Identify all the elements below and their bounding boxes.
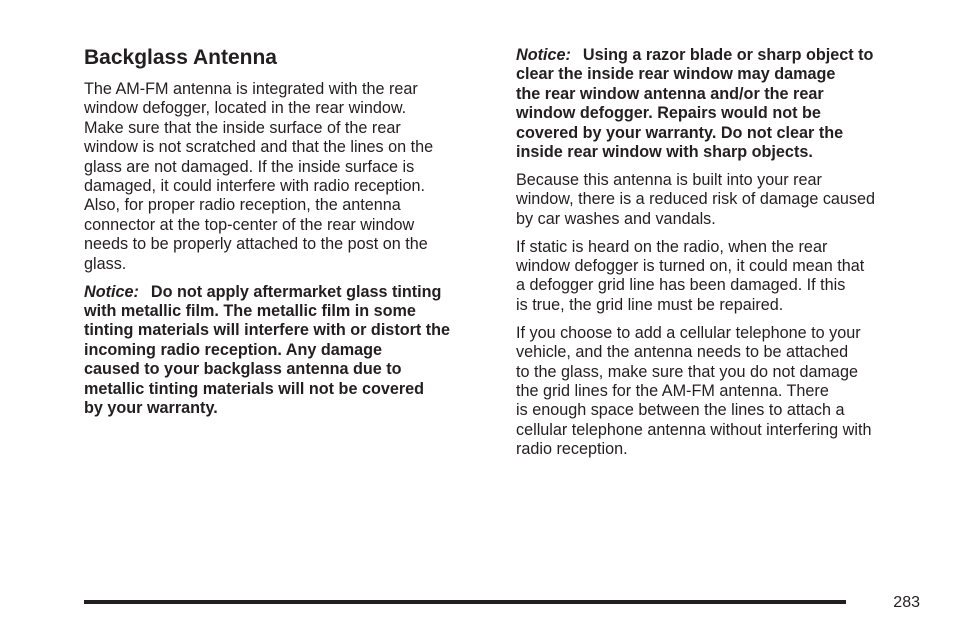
text-line: window defogger, located in the rear window. [84, 99, 407, 118]
text-line: vehicle, and the antenna needs to be attached [516, 343, 849, 362]
text-line: to the glass, make sure that you do not damage [516, 362, 858, 381]
notice-text: Do not apply aftermarket glass tinting [150, 282, 442, 301]
text-line: damaged, it could interfere with radio reception. [84, 177, 426, 196]
static-paragraph [516, 238, 920, 316]
notice-label: Notice: [84, 282, 139, 301]
page-number: 283 [893, 594, 920, 611]
notice-line: clear the inside rear window may damage [516, 65, 836, 84]
text-line: is true, the grid line must be repaired. [516, 295, 784, 314]
notice-line: by your warranty. [84, 399, 218, 417]
text-line: cellular telephone antenna without interfering with [516, 420, 872, 439]
text-line: Also, for proper radio reception, the antenna [84, 196, 401, 215]
notice-line: covered by your warranty. Do not clear the [516, 123, 844, 142]
notice-line: caused to your backglass antenna due to [84, 360, 402, 379]
tinting-notice [84, 283, 490, 419]
antenna-description-paragraph [84, 80, 490, 274]
notice-line: metallic tinting materials will not be covered [84, 379, 425, 398]
text-line: If you choose to add a cellular telephone to your [516, 323, 861, 342]
text-line: Because this antenna is built into your rear [516, 170, 822, 189]
text-line: window is not scratched and that the lines on the [84, 138, 434, 157]
notice-line: incoming radio reception. Any damage [84, 340, 383, 359]
text-line: window defogger is turned on, it could mean that [516, 257, 865, 276]
text-line: radio reception. [516, 440, 628, 459]
text-line: needs to be properly attached to the post on the [84, 235, 428, 254]
text-line: connector at the top-center of the rear window [84, 215, 415, 234]
left-column [84, 44, 490, 427]
cellular-paragraph [516, 324, 920, 460]
text-line: glass. [84, 254, 127, 273]
text-line: a defogger grid line has been damaged. If this [516, 276, 846, 295]
notice-line: tinting materials will interfere with or distort the [84, 321, 451, 340]
notice-first-line [84, 283, 490, 302]
notice-line: with metallic film. The metallic film in some [84, 301, 416, 320]
notice-first-line [516, 46, 920, 65]
text-line: The AM-FM antenna is integrated with the rear [84, 80, 418, 98]
razor-blade-notice [516, 46, 920, 162]
notice-line: window defogger. Repairs would not be [516, 104, 821, 123]
text-line: window, there is a reduced risk of damage caused [516, 190, 876, 209]
damage-risk-paragraph [516, 171, 920, 229]
section-heading: Backglass Antenna [84, 46, 277, 69]
notice-label: Notice: [516, 46, 571, 64]
text-line: is enough space between the lines to attach a [516, 401, 845, 420]
text-line: by car washes and vandals. [516, 209, 716, 228]
text-line: glass are not damaged. If the inside surface is [84, 157, 415, 176]
right-column [516, 46, 920, 468]
notice-line: the rear window antenna and/or the rear [516, 84, 824, 103]
notice-text: Using a razor blade or sharp object to [582, 46, 874, 64]
text-line: If static is heard on the radio, when the rear [516, 237, 828, 256]
footer-rule [84, 600, 846, 604]
notice-line: inside rear window with sharp objects. [516, 143, 813, 162]
text-line: the grid lines for the AM-FM antenna. There [516, 382, 829, 400]
text-line: Make sure that the inside surface of the rear [84, 118, 401, 137]
